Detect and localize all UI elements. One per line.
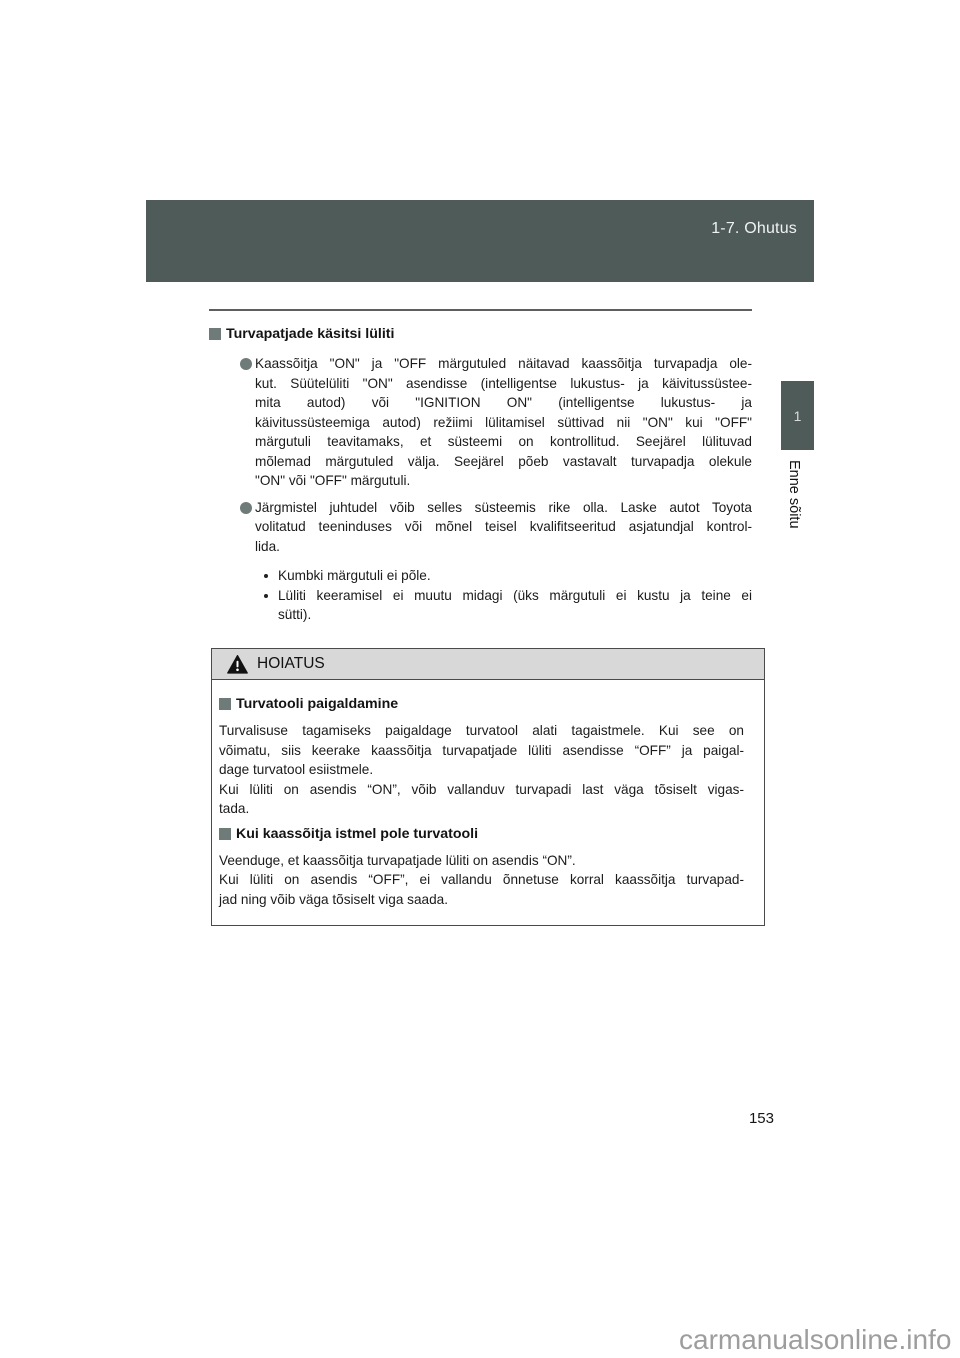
chapter-header-label: 1-7. Ohutus <box>711 220 797 237</box>
main-content <box>209 324 752 625</box>
sub-bullet-item <box>209 566 752 586</box>
text-line: kut. Süütelüliti "ON" asendisse (intelligentse lukustus- ja käivitussüstee- <box>255 375 752 391</box>
text-line: Kumbki märgutuli ei põle. <box>278 568 431 583</box>
warning-section-heading-label: Kui kaassõitja istmel pole turvatooli <box>236 825 479 842</box>
text-line: lida. <box>255 538 280 554</box>
warning-section-heading-label: Turvatooli paigaldamine <box>236 696 399 712</box>
text-line: Lüliti keeramisel ei muutu midagi (üks märgutuli ei kustu ja teine ei <box>278 587 752 603</box>
text-line: Järgmistel juhtudel võib selles süsteemis rike olla. Laske autot Toyota <box>255 499 752 515</box>
text-line: märgutuli teavitamaks, et süsteemi on kontrollitud. Seejärel lülituvad <box>255 434 752 449</box>
text-line: Kui lüliti on asendis “ON”, võib vallanduv turvapadi last väga tõsiselt vigas- <box>219 781 744 797</box>
chapter-side-label: Enne sõitu <box>786 460 802 529</box>
text-line: Turvalisuse tagamiseks paigaldage turvatool alati tagaistmele. Kui see on <box>219 723 744 738</box>
chapter-tab <box>781 381 814 450</box>
text-line: "ON" või "OFF" märgutuli. <box>255 473 411 488</box>
small-bullet-icon <box>264 574 268 578</box>
page-number: 153 <box>748 1110 774 1127</box>
text-line: käivitussüsteemiga autod) režiimi lülitamisel süttivad nii "ON" kui "OFF" <box>255 414 752 430</box>
chapter-header-bar <box>146 200 814 282</box>
sub-bullet-item <box>209 586 752 625</box>
bullet-paragraph <box>209 498 752 557</box>
text-line: tada. <box>219 801 250 816</box>
warning-title: HOIATUS <box>257 655 325 672</box>
watermark-text: carmanualsonline.info <box>679 1324 952 1355</box>
text-line: Kui lüliti on asendis “OFF”, ei vallandu õnnetuse korral kaassõitja turvapad- <box>219 872 744 887</box>
warning-box <box>211 648 765 926</box>
square-bullet-icon <box>219 828 231 840</box>
text-line: mõlemad märgutuled välja. Seejärel põeb vastavalt turvapadja olekule <box>255 453 752 469</box>
square-bullet-icon <box>209 328 221 340</box>
text-line: jad ning võib väga tõsiselt viga saada. <box>219 891 448 907</box>
warning-box-body <box>212 680 764 925</box>
text-line: mita autod) või "IGNITION ON" (intelligentse lukustus- ja <box>255 395 752 410</box>
small-bullet-icon <box>264 594 268 598</box>
text-line: sütti). <box>278 607 312 622</box>
section-heading-label: Turvapatjade käsitsi lüliti <box>226 326 395 342</box>
text-line: võimatu, siis keerake kaassõitja turvapatjade lüliti asendisse “OFF” ja paigal- <box>219 742 744 758</box>
warning-triangle-icon <box>227 655 248 674</box>
circle-bullet-icon <box>240 502 252 514</box>
text-line: Veenduge, et kaassõitja turvapatjade lüliti on asendis “ON”. <box>219 852 576 868</box>
text-line: dage turvatool esiistmele. <box>219 762 374 777</box>
circle-bullet-icon <box>240 358 252 370</box>
chapter-tab-number: 1 <box>793 407 802 424</box>
square-bullet-icon <box>219 698 231 710</box>
text-line: Kaassõitja "ON" ja "OFF märgutuled näitavad kaassõitja turvapadja ole- <box>255 356 752 371</box>
warning-section-heading <box>219 824 744 844</box>
warning-box-header <box>212 649 764 680</box>
section-heading <box>209 324 752 344</box>
text-line: volitatud teeninduses või mõnel teisel kvalifitseeritud asjatundjal kontrol- <box>255 519 752 534</box>
bullet-paragraph <box>209 354 752 491</box>
warning-section-heading <box>219 694 744 714</box>
section-separator-line <box>209 309 752 311</box>
